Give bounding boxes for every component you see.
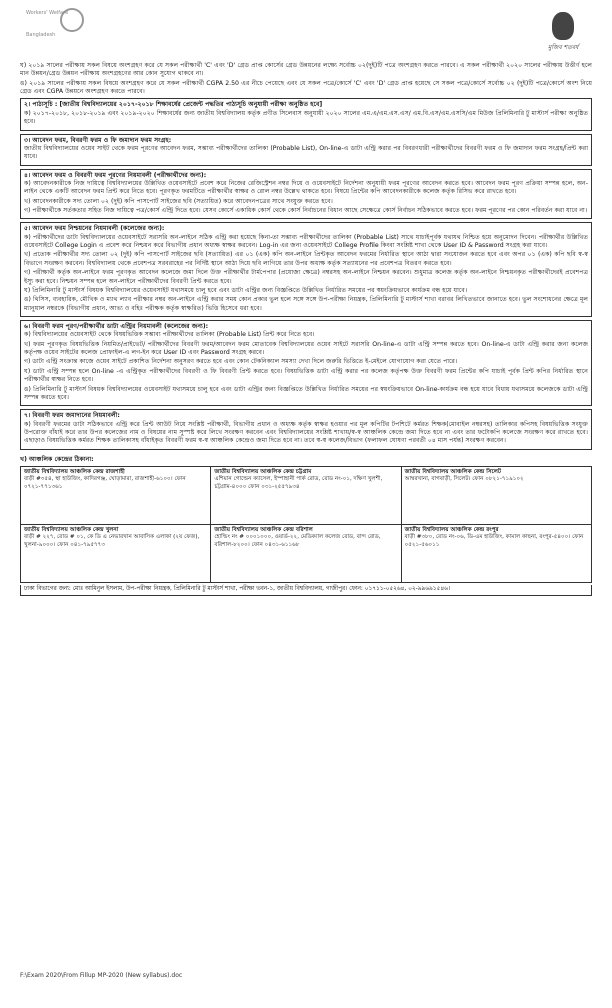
center-name: জাতীয় বিশ্ববিদ্যালয় আঞ্চলিক কেন্দ্র বরিশাল xyxy=(214,527,313,534)
section-3-box xyxy=(20,134,592,166)
center-cell xyxy=(21,467,211,525)
table-row xyxy=(21,467,592,525)
center-name: জাতীয় বিশ্ববিদ্যালয় আঞ্চলিক কেন্দ্র খুলনা xyxy=(24,527,119,534)
intro-list xyxy=(20,62,592,96)
file-path: F:\Exam 2020\From Fillup MP-2020 (New syllabus).doc xyxy=(20,972,183,979)
portrait-image xyxy=(542,8,586,60)
section-6-item: ঙ) প্রিলিমিনারি টু মাস্টার্স বিষয়ক বিশ্ববিদ্যালয়ের ওয়েবসাইট যথাসময়ে চালু হবে এবং ডাটা এন্ট্রির জন্য বিজ্ঞপ্তিতে উল্লিখিত নির্ধারিত সময়ের পর স্বয়ংক্রিয়ভাবে On-line-কার্যক্রম বন্ধ হয়ে যাবে বিধায় যথাসময়ে কলেজকে ডাটা এন্ট্রি সম্পন্ন করতে হবে। xyxy=(24,385,588,401)
intro-item: ঙ) ২০১৯ সালের পরীক্ষায় সকল বিষয়ে অংশগ্রহণ করে যে সকল পরীক্ষার্থী CGPA 2.50 এর নীচে পেয়েছে এবং যে সকল পত্রে/কোর্সে 'C' এবং 'D' গ্রেড প্রাপ্ত হয়েছে সে সকল পত্রে/কোর্সে সর্বোচ্চ ০২ (দুই)টি পত্রে/কোর্সে অংশ নিয়ে গ্রেড এবং CGPA উন্নয়নে অংশগ্রহণ করতে পারবে। xyxy=(20,79,592,96)
section-7-title: ৭। বিবরণী ফরম জমাদানের নিয়মাবলী: xyxy=(24,412,120,420)
intro-item: ঘ) ২০১৯ সালের পরীক্ষায় সকল বিষয়ে অংশগ্রহণ করে যে সকল পরীক্ষার্থী 'C' এবং 'D' গ্রেড প্রাপ্ত কোর্সের গ্রেড উন্নয়নের লক্ষ্যে সর্বোচ্চ ০২(দুই)টি পত্রে অংশগ্রহণ করতে পারবে। এ সকল পরীক্ষার্থী ২০২০ সালের পরীক্ষায় উত্তীর্ণ হলে মান উন্নয়ন/গ্রেড উন্নয়ন পরীক্ষায় অংশগ্রহণের আর কোন সুযোগ থাকবে না। xyxy=(20,62,592,78)
center-cell xyxy=(211,525,401,583)
table-row xyxy=(21,525,592,583)
center-cell xyxy=(21,525,211,583)
section-2-box xyxy=(20,98,592,130)
section-5-item: গ) পরীক্ষার্থী কর্তৃক অন-লাইনে ফরম পূরণকৃত আবেদন কলেজে জমা দিলে উক্ত পরীক্ষার্থীর টার্মপেপার (প্রযোজ্য ক্ষেত্রে) নম্বরসহ অন-লাইনে নিশ্চয়ন করবেন। শুধুমাত্র কলেজ কর্তৃক অন-লাইনে নিশ্চয়নকৃত পরীক্ষার্থীদেরই প্রবেশপত্র ইস্যু করা হবে। নিশ্চয়ন সম্পন্ন হলে অন-লাইনে পরীক্ষার্থীদের বিবরণী প্রিন্ট করতে হবে। xyxy=(24,269,588,285)
center-address: বাড়ী #৩৫৪, স্থা হাউজিং, কাদিরগঞ্জ, ঘোড়ামারা, রাজশাহী-৬১০০। ফোন ০৭২১-৭৭১৩৬১ xyxy=(24,476,186,490)
section-6-item: গ) ডাটা এন্ট্রি সংক্রান্ত কাজে ওয়েব সাইটে প্রকাশিত নির্দেশনা অনুসরণ করতে হবে এবং কোন টেকনিক্যাল সমস্যা দেখা দিলে জরুরি ভিত্তিতে ই-মেইলে যোগাযোগ করা যেতে পারে। xyxy=(24,358,458,366)
centers-footnote: ঢাকা বিভাগের জন্য: মোঃ আমিনুল ইসলাম, উপ-পরীক্ষা নিয়ন্ত্রক, প্রিলিমিনারি টু মাস্টার্স শাখা, পরীক্ষা ভবন-১, জাতীয় বিশ্ববিদ্যালয়, গাজীপুর। ফোন: ০১৭১১-০৫২৬৪, ০২-৯৯৬৯১৫৪৬। xyxy=(20,585,592,596)
section-4-item: খ) আবেদনকারীকে সদ্য তোলা ০২ (দুই) কপি পাসপোর্ট সাইজের ছবি (সত্যায়িত) করে আবেদনপত্রের সাথে সংযুক্ত করতে হবে। xyxy=(24,197,333,205)
center-cell xyxy=(211,467,401,525)
page-header xyxy=(20,0,592,62)
centers-table xyxy=(20,466,592,583)
section-2-title: ২। পাঠ্যসূচি : [জাতীয় বিশ্ববিদ্যালয়ের ২০১৭-২০১৮ শিক্ষাবর্ষের প্রেজেন্ট পদ্ধতির পাঠ্যসূচি অনুযায়ী পরীক্ষা অনুষ্ঠিত হবে] xyxy=(24,101,323,109)
section-4-title: ৪। আবেদন ফরম ও বিবরণী ফরম পূরণের নিয়মাবলী (পরীক্ষার্থীদের জন্য): xyxy=(24,171,207,179)
section-6-item: ক) বিশ্ববিদ্যালয়ের ওয়েবসাইট থেকে বিষয়ভিত্তিক সম্ভাব্য পরীক্ষার্থীদের তালিকা (Probable List) প্রিন্ট করে নিতে হবে। xyxy=(24,331,315,339)
section-4-box xyxy=(20,169,592,220)
section-4-item: ক) আবেদনকারীকে নিজ দায়িত্বে বিশ্ববিদ্যালয়ের উল্লিখিত ওয়েবসাইটে প্রবেশ করে নিজের রেজিস্ট্রেশন নম্বর দিয়ে ও ওয়েবসাইটে নির্দেশনা অনুযায়ী ফরম পূরণের আবেদন করতে হবে। আবেদন ফরম পূরণ প্রক্রিয়া সম্পন্ন হলে, অন-লাইন থেকে একটি আবেদন ফরম প্রিন্ট করে নিতে হবে। পূরণকৃত ফরমটিতে পরীক্ষার্থীর স্বাক্ষর ও রোল নম্বর উল্লেখ থাকতে হবে। বিষয়ে প্রিন্টের কপি আবেদনকারীকে কলেজ কর্তৃক রিসিভ করে রাখতে হবে। xyxy=(24,179,588,196)
center-cell xyxy=(401,525,591,583)
section-3-title: ৩। আবেদন ফরম, বিবরণী ফরম ও ফি জমাদান ফরম সংগ্রহ: xyxy=(24,136,172,144)
section-6-title: ৬। বিবরণী ফরম পূরণ/পরীক্ষার্থীর ডাটা এন্ট্রির নিয়মাবলী (কলেজের জন্য): xyxy=(24,322,209,330)
center-address: বাড়ী # ২২৭, রোড # ০১, কে ডি এ নেভারখান আবাসিক এলাকা (২য় ফেজ), খুলনা-৯০০০। ফোন ০৪১-৭৯৫৭৭৩ xyxy=(24,534,200,548)
section-5-item: ঘ) প্রিলিমিনারি টু মাস্টার্স বিষয়ক বিশ্ববিদ্যালয়ের ওয়েবসাইট যথাসময়ে চালু হবে এবং ডাটা এন্ট্রির জন্য বিজ্ঞপ্তিতে উল্লিখিত নির্ধারিত সময়ের পর স্বয়ংক্রিয়ভাবে কার্যক্রম বন্ধ হয়ে যাবে। xyxy=(24,286,468,294)
section-5-item: ক) পরীক্ষার্থীদের ডাটা বিশ্ববিদ্যালয়ের ওয়েবসাইটে সরাসরি অন-লাইনে সঠিক এন্ট্রি করা হয়েছে কিনা-তা সম্ভাব্য পরীক্ষার্থীদের তালিকা (Probable List) সাথে যাচাইপূর্বক যথাযথ নিশ্চিত হয়ে অনুমোদন দিবেন। পরীক্ষার্থীর উল্লিখিত ওয়েবসাইটে College Login এ প্রবেশ করে নিশ্চয়ন করে বিভাগীয় প্রধান অধ্যক্ষ স্বাক্ষর করবেন। Log-in এর জন্য ওয়েবসাইটে College Profile কিংবা সংশ্লিষ্ট শাখা থেকে User ID & Password সংগ্রহ করা যাবে। xyxy=(24,233,588,250)
center-address: হোল্ডিং নং # ০০০১০০০, ওয়ার্ড-২২, মেডিক্যাল কলেজ রোড, বান্দ রোড, বরিশাল-৮২০০। ফোন ০৪৩১-৬১১৬৮ xyxy=(214,534,381,548)
center-name: জাতীয় বিশ্ববিদ্যালয় আঞ্চলিক কেন্দ্র রাজশাহী xyxy=(24,469,125,476)
center-cell xyxy=(401,467,591,525)
center-name: জাতীয় বিশ্ববিদ্যালয় আঞ্চলিক কেন্দ্র রংপুর xyxy=(404,527,499,534)
center-address: এশিয়ান গোল্ডেন ক্যাসেল, ইস্পাহানী পার্ক রোড, রোড নং-০১, দক্ষিণ খুলশী, চট্টগ্রাম-৪০০০ ফোন ০৩১-২৫৫৭৯৩৪ xyxy=(214,476,383,490)
section-5-title: ৫। আবেদন ফরম নিশ্চয়নের নিয়মাবলী (কলেজের জন্য): xyxy=(24,225,165,233)
section-5-box xyxy=(20,222,592,317)
section-7-box xyxy=(20,409,592,449)
centers-title: খ) আঞ্চলিক কেন্দ্রের ঠিকানা: xyxy=(20,455,94,463)
center-address: বাড়ী #৩৮০, রোড নং-০৬, ডি-এম হাউজিং, কামাল কাছনা, রংপুর-৫৪০০। ফোন ০৫২১-৫৬০১১ xyxy=(404,534,584,548)
center-name: জাতীয় বিশ্ববিদ্যালয় আঞ্চলিক কেন্দ্র চট্টগ্রাম xyxy=(214,469,312,476)
logo xyxy=(26,6,86,46)
section-6-item: ঘ) ডাটা এন্ট্রি সম্পন্ন হলে On-line -এ এন্ট্রিকৃত পরীক্ষার্থীদের বিবরণী ও ফি বিবরণী প্রিন্ট করতে হবে। বিষয়ভিত্তিক ডাটা এন্ট্রি করার পর কলেজ কর্তৃপক্ষ উক্ত বিবরণী ফরম প্রিন্টের কপি যাচাই পূর্বক প্রিন্ট কপির নির্ধারিত স্থানে পরীক্ষার্থীর স্বাক্ষর নিতে হবে। xyxy=(24,367,588,384)
section-4-item: গ) পরীক্ষার্থীকে সর্তকতার সহিত নিজ দায়িত্বে পত্র/কোর্স এন্ট্রি দিতে হবে। যেসব কোর্সে একাধিক কোর্স থেকে কোর্স নির্বাচনের বিধান আছে সেক্ষেত্রে কোর্স নির্বাচন সঠিকভাবে করতে হবে। ফরম পূরণের পর কোন পরিবর্তন করা যাবে না। xyxy=(24,207,588,215)
portrait-caption: মুজিব শতবর্ষ xyxy=(548,44,579,51)
logo-text-bottom: Bangladesh xyxy=(26,32,56,38)
section-5-item: খ) প্রত্যেক পরীক্ষার্থীর সদ্য তোলা ০২ (দুই) কপি পাসপোর্ট সাইজের ছবি (সত্যায়িত) এর ০১ (এক) কপি অন-লাইনে প্রিন্টকৃত আবেদন ফরমের নির্ধারিত স্থানে আঠা দ্বারা সংযোজন করতে হবে এবং অপর ০১ (এক) কপি ছবি স্ব-স্ব বিভাগে সংরক্ষণ করবেন। বিশ্ববিদ্যালয় থেকে প্রবেশপত্র সরবরাহের পর নির্দিষ্ট স্থানে আঠা দিয়ে ছবি লাগিয়ে তার উপর অধ্যক্ষ কর্তৃক সত্যায়নের পর প্রবেশপত্র বিতরণ করতে হবে। xyxy=(24,251,588,267)
portrait-head-icon xyxy=(552,12,574,40)
section-6-box xyxy=(20,320,592,406)
section-5-item: ঙ) থিসিস, ব্যবহারিক, মৌখিক ও ম্যাথ ল্যাব পরীক্ষার নম্বর অন-লাইনে এন্ট্রি করার সময় কোন প্রকার ভুল হলে সঙ্গে সঙ্গে উপ-পরীক্ষা নিয়ন্ত্রক, প্রিলিমিনারি টু মাস্টার্স শাখা বরাবর লিখিতভাবে জানাতে হবে। ভুল সংশোধনের ক্ষেত্রে মূল ম্যানুয়াল নম্বরকে (বিভাগীয় প্রধান, আভ্য ও বহিঃ পরীক্ষক কর্তৃক স্বাক্ষরিত) ভিত্তি হিসেবে ধরা হবে। xyxy=(24,296,588,312)
section-3-text: জাতীয় বিশ্ববিদ্যালয়ের ওয়েব সাইট থেকে ফরম পূরণের আবেদন ফরম, সম্ভাব্য পরীক্ষার্থীদের তালিকা (Probable List), On-line-এ ডাটা এন্ট্রি করার পর বিবরণধারী পরীক্ষার্থীদের বিবরণী ফরম ও ফি জমাদান ফরম সংগ্রহ/প্রিন্ট করা যাবে। xyxy=(24,144,588,161)
section-7-item: ক) বিবরণী ফরমের ডাটা সঠিকভাবে এন্ট্রি করে প্রিন্ট আউট নিয়ে সংশ্লিষ্ট পরীক্ষার্থী, বিভাগীয় প্রধান ও অধ্যক্ষ কর্তৃক স্বাক্ষর হওয়ার পর মূল কপিটির টপশিটে কর্মরত শিক্ষক(মোবাইল নম্বরসহ) তালিকার কপিসহ বিষয়ভিত্তিক সংযুক্ত উপরোক্ত বাঁধাই করে তার উপর কলেজের নাম ও বিষয়ের নাম সুস্পষ্ট করে লিখে সংরক্ষণ করবেন এবং বিশ্ববিদ্যালয়ের সংশ্লিষ্ট শাখায়/স্ব-স্ব আঞ্চলিক কেন্দ্রে জমা দিতে হবে না এবং তার ফটোকপি কলেজে সংরক্ষণ করে রাখতে হবে। এছাড়াও বিষয়ভিত্তিক কর্মরত শিক্ষক তালিকাসহ বাঁধাইকৃত বিবরণী ফরম স্ব-স্ব আঞ্চলিক কেন্দ্রেও জমা দিতে হবে না। তবে স্ব-স্ব কলেজ/বিভাগ (ফলাফল ঘোষণা পরবর্তী ০৪ মাস পর্যন্ত) সংরক্ষণ করবেন। xyxy=(24,420,588,445)
logo-text-top: Workers' Welfare xyxy=(26,10,69,16)
section-6-item: খ) ফরম পূরণকৃত বিষয়ভিত্তিক নিয়মিত/প্রাইভেট/ পরীক্ষার্থীদের বিবরণী ফরম/আবেদন ফরম মোতাবেক বিশ্ববিদ্যালয়ের ওয়েব সাইটে সরাসরি On-line-এ ডাটা এন্ট্রি সম্পন্ন করতে হবে। On-line-এ ডাটা এন্ট্রি করার জন্য কলেজ কর্তৃপক্ষ ওয়েব সাইটের কলেজ প্রোফাইল-এ লগ-ইন করে User ID এবং Password সংগ্রহ করবে। xyxy=(24,340,588,357)
section-2-text: ক) ২০১৭-২০১৮, ২০১৮-২০১৯ এবং ২০১৯-২০২০ শিক্ষাবর্ষের জন্য জাতীয় বিশ্ববিদ্যালয় কর্তৃক প্রণীত সিলেবাস অনুযায়ী ২০২০ সালের এম.এ/এম.এস.এস/ এম.বি.এস/এম.এসসি/এম মিউজ প্রিলিমিনারি টু মাস্টার্স পরীক্ষা অনুষ্ঠিত হবে। xyxy=(24,109,588,126)
center-address: আম্বরখানা, বাগবাড়ী, সিলেট। ফোন ০৮২১-৭১৯১০২ xyxy=(404,476,524,483)
center-name: জাতীয় বিশ্ববিদ্যালয় আঞ্চলিক কেন্দ্র সিলেট xyxy=(404,469,501,476)
